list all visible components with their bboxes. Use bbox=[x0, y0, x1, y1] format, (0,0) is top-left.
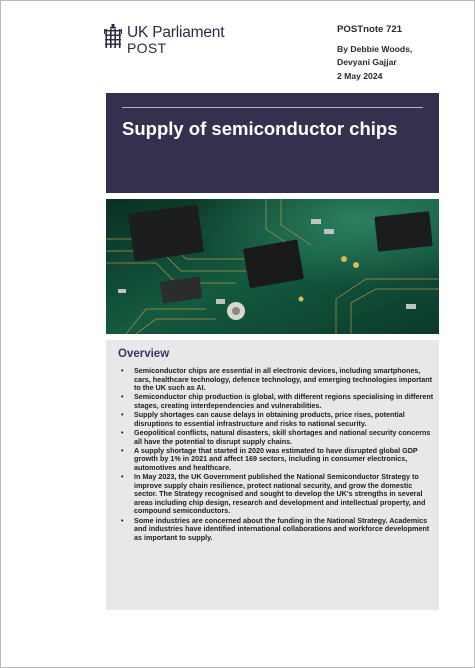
list-item bbox=[118, 411, 436, 428]
overview-heading: Overview bbox=[118, 348, 170, 360]
title-rule bbox=[122, 107, 423, 108]
list-item-text: Supply shortages can cause delays in obtaining products, price rises, potential disruptions to essential infrastructure and risks to national security. bbox=[134, 410, 405, 428]
document-title: Supply of semiconductor chips bbox=[122, 118, 398, 139]
list-item bbox=[118, 447, 436, 473]
uk-parliament-logo bbox=[104, 24, 244, 56]
list-item-text: Semiconductor chip production is global, with different regions specialising in different stages, creating interdependencies and vulnerabilities. bbox=[134, 392, 434, 410]
overview-list bbox=[118, 367, 436, 543]
authors-line-2: Devyani Gajjar bbox=[337, 57, 397, 67]
title-band bbox=[106, 93, 439, 193]
list-item bbox=[118, 473, 436, 516]
list-item-text: A supply shortage that started in 2020 was estimated to have disrupted global GDP growth by 1% in 2021 and affect 169 sectors, including in consumer electronics, automotives and healthcare. bbox=[134, 445, 418, 472]
overview-box bbox=[106, 340, 439, 610]
list-item-text: Semiconductor chips are essential in all electronic devices, including smartphones, cars, healthcare technology, defence technology, and emerging technologies important to the UK such as AI. bbox=[134, 366, 433, 393]
bullet-icon: • bbox=[121, 515, 124, 525]
authors-line-1: By Debbie Woods, bbox=[337, 43, 413, 54]
list-item bbox=[118, 429, 436, 446]
publication-date: 2 May 2024 bbox=[337, 70, 383, 81]
note-number: POSTnote 721 bbox=[337, 24, 403, 35]
bullet-icon: • bbox=[121, 410, 124, 420]
list-item-text: Some industries are concerned about the funding in the National Strategy. Academics and industries have identified international collaborations and workforce development as important to supply. bbox=[134, 515, 430, 542]
list-item bbox=[118, 367, 436, 393]
bullet-icon: • bbox=[121, 472, 124, 482]
list-item bbox=[118, 393, 436, 410]
org-sub-name: POST bbox=[127, 40, 167, 56]
bullet-icon: • bbox=[121, 392, 124, 402]
list-item bbox=[118, 517, 436, 543]
portcullis-icon bbox=[104, 24, 122, 49]
org-name: UK Parliament bbox=[127, 24, 225, 41]
list-item-text: Geopolitical conflicts, natural disasters, skill shortages and national security concerns all have the potential to disrupt supply chains. bbox=[134, 427, 431, 446]
note-meta bbox=[337, 23, 412, 83]
bullet-icon: • bbox=[121, 427, 124, 437]
circuit-board-photo bbox=[106, 199, 439, 334]
list-item-text: In May 2023, the UK Government published the National Semiconductor Strategy to improve supply chain resilience, protect national security, and grow the domestic sector. The Strategy recognised and sought to develop the UK's strengths in several areas including chip design, research and development and intellectual property, and compound semiconductors. bbox=[134, 472, 426, 516]
bullet-icon: • bbox=[121, 366, 124, 375]
bullet-icon: • bbox=[121, 445, 124, 455]
